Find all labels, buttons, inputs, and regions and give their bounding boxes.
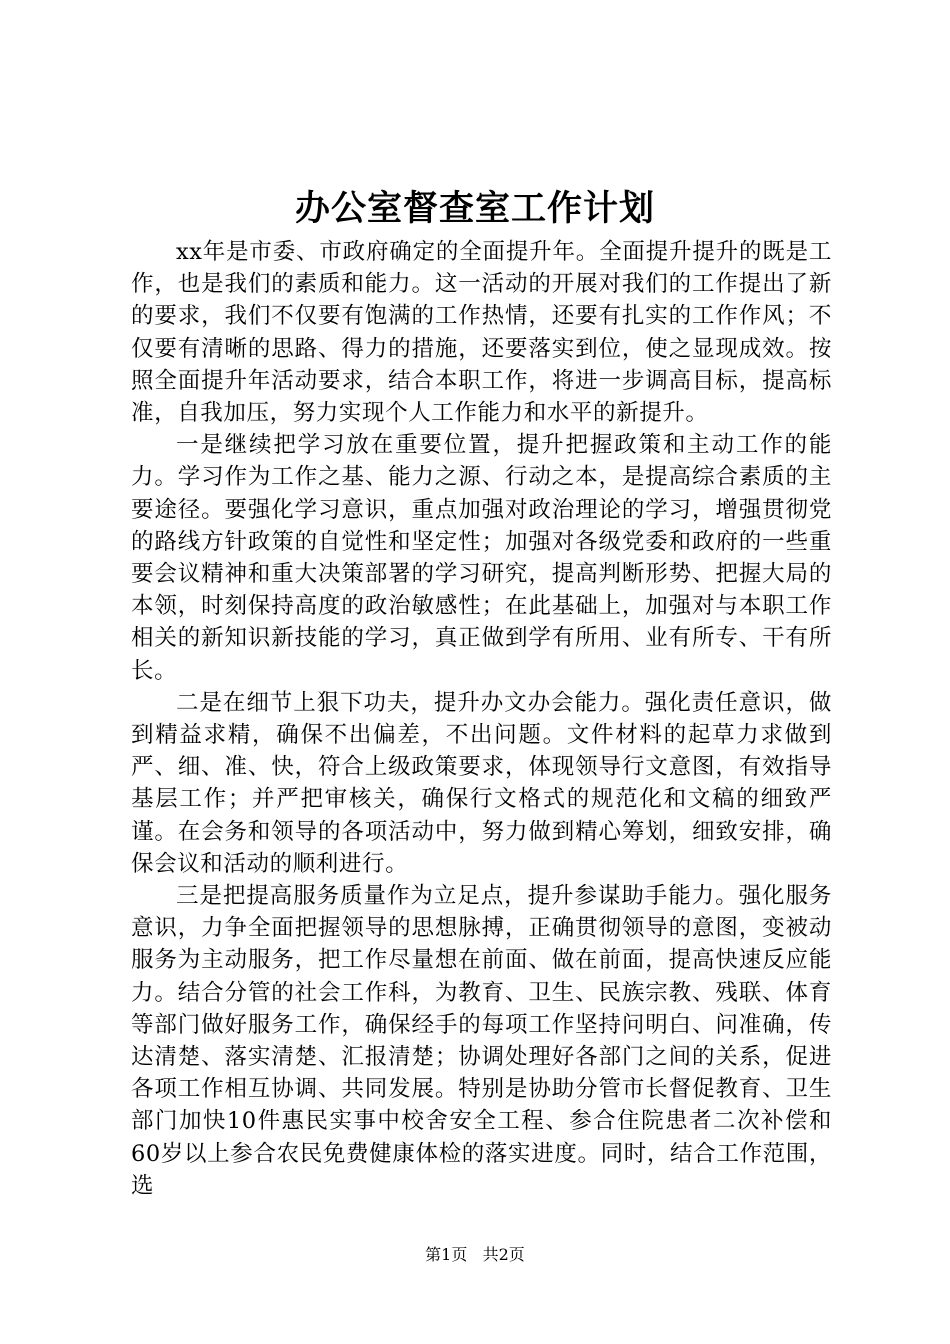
paragraph-item-1: 一是继续把学习放在重要位置，提升把握政策和主动工作的能力。学习作为工作之基、能力之源、行动之本，是提高综合素质的主要途径。要强化学习意识，重点加强对政治理论的学习，增强贯彻党的路线方针政策的自觉性和坚定性；加强对各级党委和政府的一些重要会议精神和重大决策部署的学习研究，提高判断形势、把握大局的本领，时刻保持高度的政治敏感性；在此基础上，加强对与本职工作相关的新知识新技能的学习，真正做到学有所用、业有所专、干有所长。 <box>131 432 832 684</box>
page-total: 共2页 <box>482 1245 525 1264</box>
page-number: 第1页 <box>425 1245 468 1264</box>
paragraph-item-3: 三是把提高服务质量作为立足点，提升参谋助手能力。强化服务意识，力争全面把握领导的思想脉搏，正确贯彻领导的意图，变被动服务为主动服务，把工作尽量想在前面、做在前面，提高快速反应能力。结合分管的社会工作科，为教育、卫生、民族宗教、残联、体育等部门做好服务工作，确保经手的每项工作坚持问明白、问准确，传达清楚、落实清楚、汇报清楚；协调处理好各部门之间的关系，促进各项工作相互协调、共同发展。特别是协助分管市长督促教育、卫生部门加快10件惠民实事中校舍安全工程、参合住院患者二次补偿和60岁以上参合农民免费健康体检的落实进度。同时，结合工作范围，选 <box>131 883 832 1199</box>
paragraph-intro: xx年是市委、市政府确定的全面提升年。全面提升提升的既是工作，也是我们的素质和能力。这一活动的开展对我们的工作提出了新的要求，我们不仅要有饱满的工作热情，还要有扎实的工作作风；不仅要有清晰的思路、得力的措施，还要落实到位，使之显现成效。按照全面提升年活动要求，结合本职工作，将进一步调高目标，提高标准，自我加压，努力实现个人工作能力和水平的新提升。 <box>131 239 832 427</box>
page-footer <box>0 1244 950 1266</box>
paragraph-item-2: 二是在细节上狠下功夫，提升办文办会能力。强化责任意识，做到精益求精，确保不出偏差，不出问题。文件材料的起草力求做到严、细、准、快，符合上级政策要求，体现领导行文意图，有效指导基层工作；并严把审核关，确保行文格式的规范化和文稿的细致严谨。在会务和领导的各项活动中，努力做到精心筹划，细致安排，确保会议和活动的顺利进行。 <box>131 689 832 877</box>
document-title: 办公室督查室工作计划 <box>294 189 655 229</box>
document-body <box>131 236 832 1202</box>
